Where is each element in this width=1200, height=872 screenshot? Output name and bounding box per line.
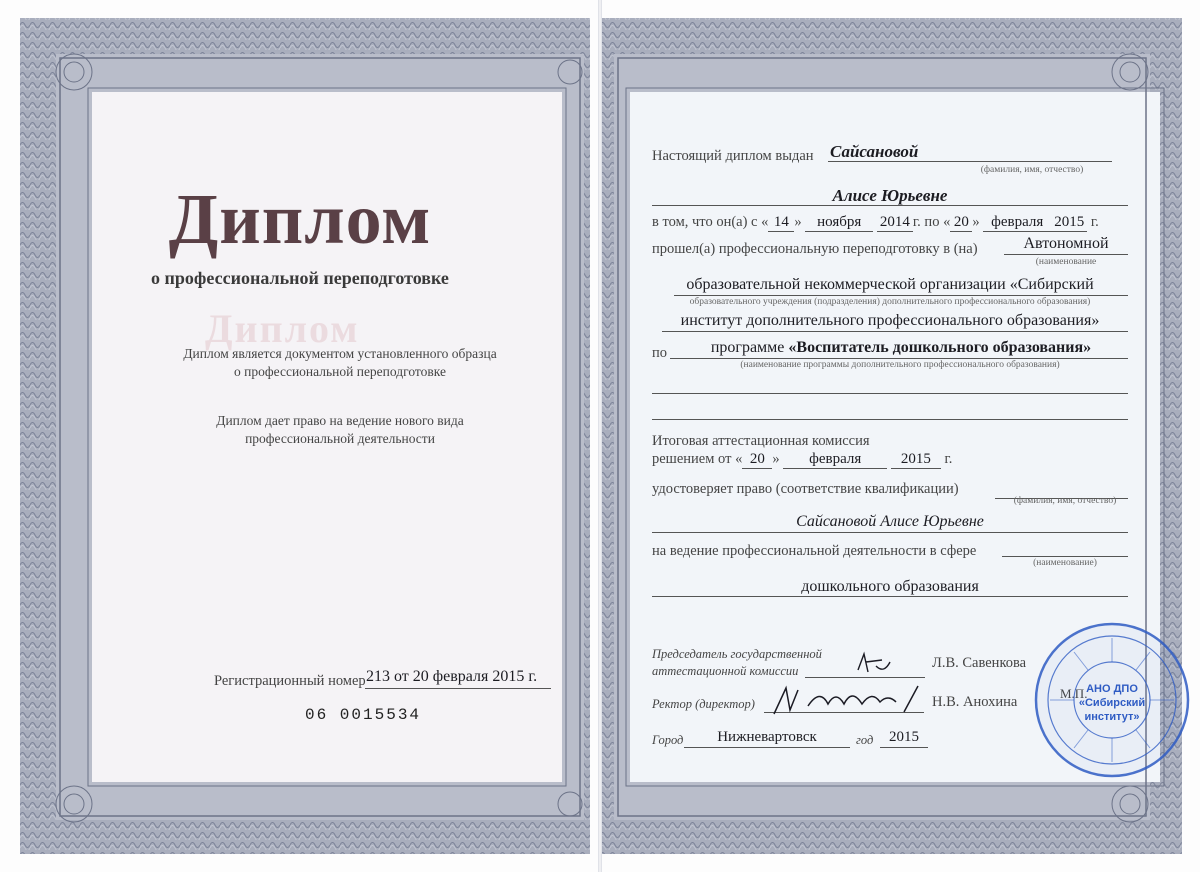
rector-signature-icon	[768, 680, 928, 720]
document-subtitle: о профессиональной переподготовке	[151, 268, 449, 288]
blank-line-1	[652, 393, 1128, 394]
year-suffix: г.	[1090, 214, 1099, 230]
organization-seal-stamp	[1032, 620, 1192, 780]
registration-number-value: 213 от 20 февраля 2015 г.	[366, 668, 538, 685]
org-name-part-3: институт дополнительного профессионального образования»	[680, 312, 1100, 329]
start-month: ноября	[805, 214, 873, 232]
quote-close: »	[794, 214, 802, 230]
period-mid: г. по «	[912, 214, 951, 230]
quote-close-3: »	[772, 451, 780, 467]
year-label: год	[856, 733, 874, 747]
registration-number-underline	[365, 688, 551, 689]
issued-to-label: Настоящий диплом выдан	[652, 148, 814, 164]
program-name: «Воспитатель дошкольного образования»	[788, 339, 1092, 356]
org-part-1-underline	[1004, 254, 1128, 255]
center-fold	[598, 0, 602, 872]
info-2-line-1: Диплом дает право на ведение нового вида	[216, 413, 464, 428]
end-year: 2015	[1051, 214, 1087, 232]
org-name-part-2: образовательной некоммерческой организации «Сибирский	[686, 276, 1094, 293]
sphere-value-underline	[652, 596, 1128, 597]
blank-line-2	[652, 419, 1128, 420]
decision-prefix: решением от «	[652, 451, 743, 467]
info-2-line-2: профессиональной деятельности	[245, 431, 435, 446]
decision-date-row	[652, 451, 952, 469]
info-block-2	[0, 412, 680, 448]
registration-number-label: Регистрационный номер	[214, 673, 366, 689]
fio-hint-2: (фамилия, имя, отчество)	[1013, 496, 1117, 506]
year-value: 2015	[889, 729, 919, 745]
recipient-given-names: Алисе Юрьевне	[832, 186, 948, 205]
certified-full-name: Сайсановой Алисе Юрьевне	[796, 513, 984, 530]
chair-label-line-2: аттестационной комиссии	[652, 664, 799, 678]
passed-label: прошел(а) профессиональную переподготовку в (на)	[652, 241, 978, 257]
decision-year-suffix: г.	[944, 451, 953, 467]
start-day: 14	[768, 214, 794, 232]
decision-day: 20	[742, 451, 772, 469]
program-line	[674, 339, 1128, 357]
start-year: 2014	[877, 214, 913, 232]
naming-hint: (наименование	[1035, 257, 1097, 267]
program-hint: (наименование программы дополнительного профессионального образования)	[740, 360, 1060, 370]
end-month: февраля	[983, 214, 1051, 232]
po-label: по	[652, 345, 668, 361]
decision-month: февраля	[783, 451, 887, 469]
stamp-line-1: АНО ДПО	[1086, 683, 1138, 695]
info-1-line-2: о профессиональной переподготовке	[234, 364, 446, 379]
chair-name: Л.В. Савенкова	[932, 655, 1027, 671]
org-part-2-underline	[674, 295, 1128, 296]
surname-underline	[828, 161, 1112, 162]
fio-hint: (фамилия, имя, отчество)	[980, 165, 1084, 175]
stamp-line-3: институт»	[1084, 711, 1140, 723]
rector-label: Ректор (директор)	[652, 697, 755, 711]
study-period-row	[652, 214, 1099, 232]
chair-signature-icon	[850, 648, 900, 678]
right-page	[600, 0, 1200, 872]
commission-label: Итоговая аттестационная комиссия	[652, 433, 870, 449]
rector-name: Н.В. Анохина	[932, 694, 1018, 710]
full-name-underline	[652, 532, 1128, 533]
document-title: Диплом	[168, 179, 432, 259]
program-prefix: программе	[710, 339, 785, 356]
sphere-label: на ведение профессиональной деятельности в сфере	[652, 543, 977, 559]
given-names-underline	[652, 205, 1128, 206]
end-day: 20	[950, 214, 972, 232]
chair-label-line-1: Председатель государственной	[652, 647, 822, 661]
year-underline	[880, 747, 928, 748]
program-underline	[670, 358, 1128, 359]
org-part-3-underline	[662, 331, 1128, 332]
naming-hint-2: (наименование)	[1033, 558, 1097, 568]
city-underline	[684, 747, 850, 748]
stamp-line-2: «Сибирский	[1078, 697, 1146, 709]
sphere-value: дошкольного образования	[801, 578, 979, 595]
quote-close-2: »	[972, 214, 980, 230]
info-1-line-1: Диплом является документом установленного образца	[183, 346, 497, 361]
chair-label	[652, 646, 822, 680]
city-value: Нижневартовск	[717, 729, 817, 745]
background-watermark: Диплом	[205, 306, 360, 351]
org-hint: образовательного учреждения (подразделения) дополнительного профессионального образования)	[689, 297, 1091, 307]
certifies-label: удостоверяет право (соответствие квалификации)	[652, 481, 959, 497]
recipient-surname: Сайсановой	[830, 142, 919, 161]
sphere-label-underline	[1002, 556, 1128, 557]
org-name-part-1: Автономной	[1023, 235, 1109, 252]
city-label: Город	[652, 733, 684, 747]
diploma-serial-number: 06 0015534	[305, 706, 422, 724]
decision-year: 2015	[891, 451, 941, 469]
period-prefix: в том, что он(а) с «	[652, 214, 769, 230]
info-block-1	[0, 345, 680, 381]
